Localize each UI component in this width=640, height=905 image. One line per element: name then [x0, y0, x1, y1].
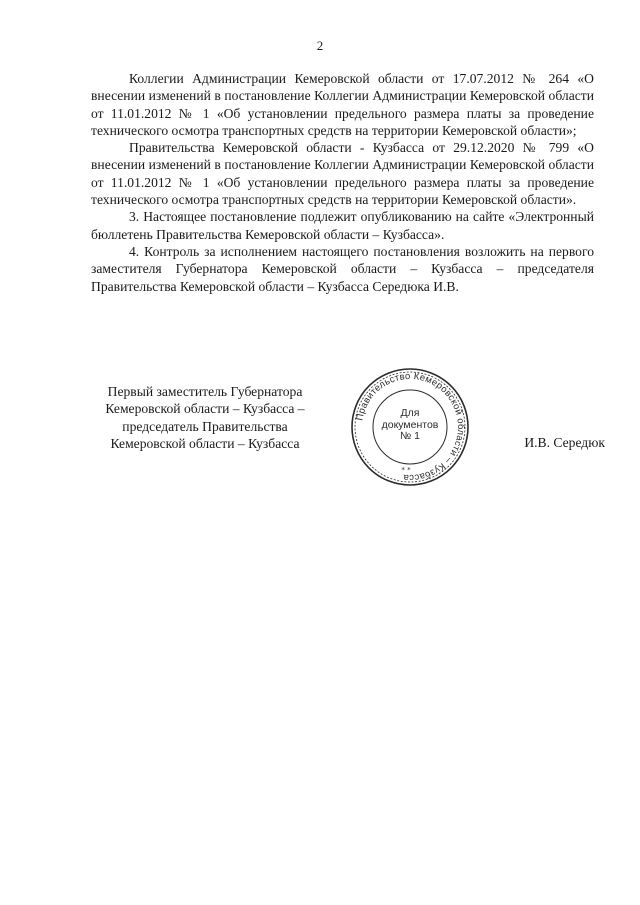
- official-stamp: [348, 365, 472, 489]
- svg-text:* *: * *: [401, 466, 411, 474]
- document-body: [91, 70, 594, 295]
- paragraph-resolution-2012: Коллегии Администрации Кемеровской области от 17.07.2012 № 264 «О внесении изменений в постановление Коллегии Администрации Кемеровской области от 11.01.2012 № 1 «Об установлении предельного размера платы за проведение технического осмотра транспортных средств на территории Кемеровской области»;: [91, 71, 594, 138]
- signer-position: [80, 383, 330, 452]
- paragraph-publication: 3. Настоящее постановление подлежит опубликованию на сайте «Электронный бюллетень Правительства Кемеровской области – Кузбасса».: [91, 209, 594, 242]
- paragraph-resolution-2020: Правительства Кемеровской области - Кузбасса от 29.12.2020 № 799 «О внесении изменений в постановление Коллегии Администрации Кемеровской области от 11.01.2012 № 1 «Об установлении предельного размера платы за проведение технического осмотра транспортных средств на территории Кемеровской области».: [91, 140, 594, 208]
- signer-position-line: Кемеровской области – Кузбасса –: [105, 401, 305, 417]
- stamp-center-line: документов: [381, 418, 439, 431]
- stamp-center-text: [348, 408, 472, 443]
- signer-position-line: Кемеровской области – Кузбасса: [110, 435, 300, 451]
- signer-name: И.В. Середюк: [524, 435, 605, 450]
- signature-block: [0, 365, 640, 485]
- page-number: 2: [316, 38, 324, 53]
- signer-position-line: Первый заместитель Губернатора: [107, 384, 303, 399]
- signer-position-line: председатель Правительства: [122, 418, 288, 434]
- paragraph-control: 4. Контроль за исполнением настоящего постановления возложить на первого заместителя Губернатора Кемеровской области – Кузбасса – председателя Правительства Кемеровской области – Кузбасса Середюка И.В.: [91, 243, 594, 294]
- stamp-center-line: Для: [400, 407, 420, 419]
- stamp-ring-text: Правительство Кемеровской области – Кузбасса: [353, 369, 468, 485]
- stamp-center-line: № 1: [399, 430, 421, 442]
